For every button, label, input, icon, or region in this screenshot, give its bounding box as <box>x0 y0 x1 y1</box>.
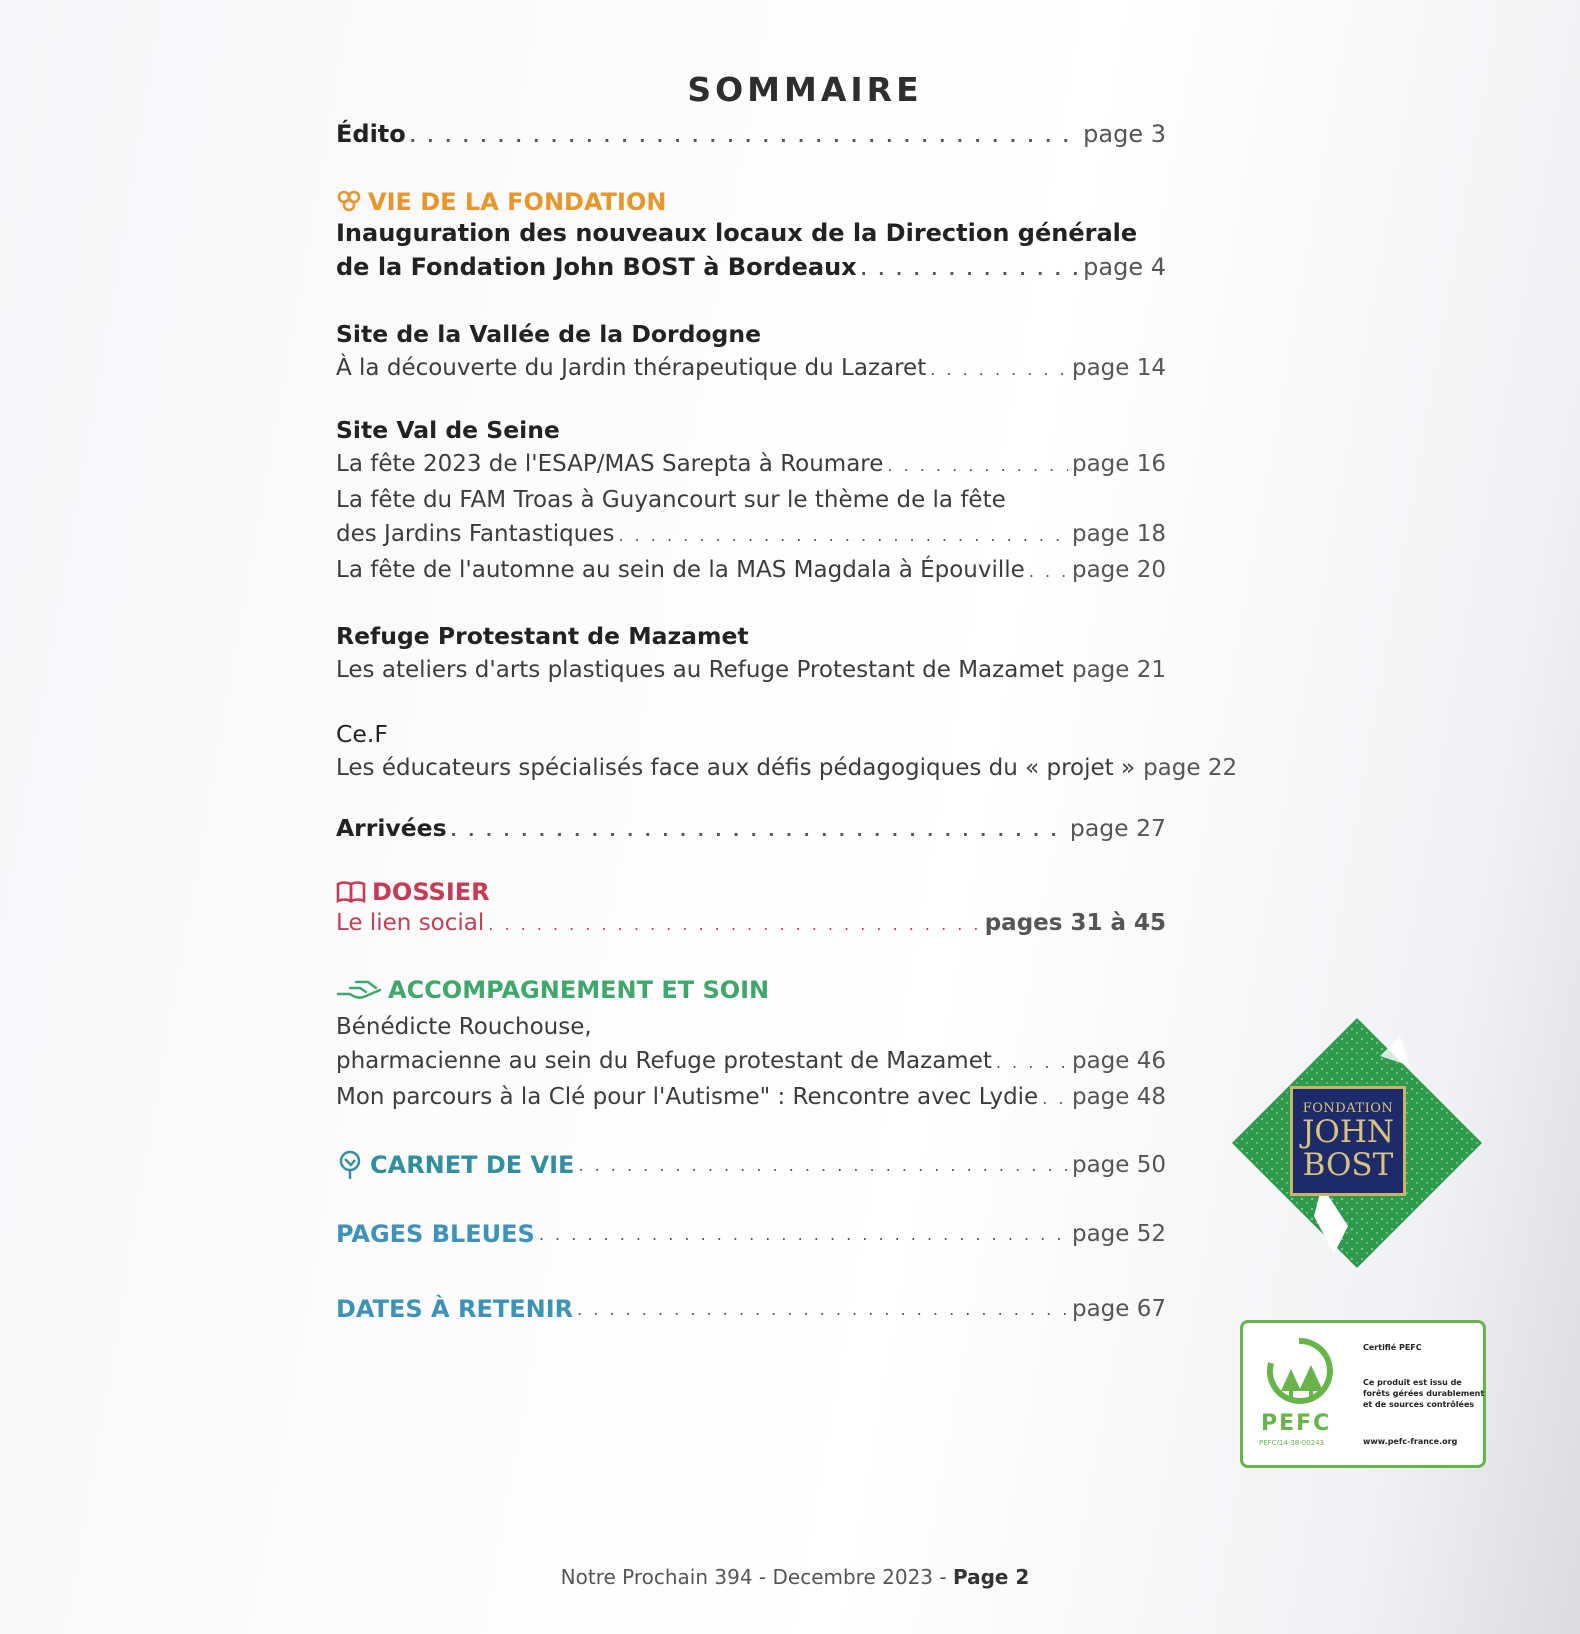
toc-entry-arrivees[interactable] <box>336 811 1166 848</box>
pefc-url: www.pefc-france.org <box>1363 1437 1458 1446</box>
section-subheading: Site Val de Seine <box>336 416 560 444</box>
entry-page: page 22 <box>1143 755 1238 781</box>
section-vie-fondation <box>336 188 1166 287</box>
logo-text-small: FONDATION <box>1302 1101 1394 1116</box>
dot-leader <box>861 250 1080 287</box>
entry-label: La fête de l'automne au sein de la MAS Magdala à Épouville <box>336 557 1025 583</box>
page-footer <box>0 1565 1580 1589</box>
section-mazamet <box>336 619 1166 689</box>
toc-entry-edito[interactable] <box>336 120 1166 148</box>
entry-label: DATES À RETENIR <box>336 1294 574 1323</box>
tree-icon <box>336 1150 364 1180</box>
entry-page: page 46 <box>1071 1048 1166 1074</box>
section-subheading: Ce.F <box>336 720 388 748</box>
logo-text-bost: BOST <box>1302 1147 1394 1183</box>
entry-label: des Jardins Fantastiques <box>336 521 615 547</box>
dot-leader <box>1029 553 1068 589</box>
dot-leader <box>577 1290 1068 1327</box>
footer-text: Notre Prochain 394 - Decembre 2023 - <box>560 1565 953 1589</box>
section-cef <box>336 717 1238 787</box>
toc-entry-pages-bleues[interactable] <box>336 1215 1166 1252</box>
john-bost-logo <box>1230 1016 1484 1270</box>
book-icon <box>336 880 366 904</box>
toc-entry-ateliers[interactable] <box>336 653 1166 689</box>
section-subheading: Refuge Protestant de Mazamet <box>336 622 749 650</box>
toc-entry-dates[interactable] <box>336 1290 1166 1327</box>
entry-page: page 48 <box>1071 1084 1166 1110</box>
entry-label: À la découverte du Jardin thérapeutique du Lazaret <box>336 355 927 381</box>
page-title: SOMMAIRE <box>687 70 923 109</box>
entry-line[interactable]: Bénédicte Rouchouse, <box>336 1014 592 1040</box>
pefc-tree-icon <box>1259 1333 1339 1413</box>
toc-entry-carnet[interactable] <box>336 1146 1166 1183</box>
dot-leader <box>488 906 980 942</box>
toc-entry-troas[interactable] <box>336 517 1166 553</box>
section-dates <box>336 1290 1166 1327</box>
toc-entry-magdala[interactable] <box>336 553 1166 589</box>
entry-label: CARNET DE VIE <box>370 1150 575 1179</box>
entry-line[interactable]: La fête du FAM Troas à Guyancourt sur le thème de la fête <box>336 487 1006 513</box>
pefc-certification-label <box>1240 1320 1486 1468</box>
entry-page: page 3 <box>1083 120 1166 148</box>
toc-entry-rouchouse[interactable] <box>336 1044 1166 1080</box>
entry-label: Les ateliers d'arts plastiques au Refuge Protestant de Mazamet <box>336 657 1064 683</box>
dot-leader <box>930 351 1068 387</box>
section-heading-label: ACCOMPAGNEMENT ET SOIN <box>388 976 770 1004</box>
pefc-certified: Certifié PEFC <box>1363 1343 1422 1352</box>
entry-page: page 18 <box>1071 521 1166 547</box>
entry-label: La fête 2023 de l'ESAP/MAS Sarepta à Roumare <box>336 451 884 477</box>
entry-page: page 52 <box>1071 1220 1166 1247</box>
section-pages-bleues <box>336 1215 1166 1252</box>
entry-page: page 16 <box>1071 451 1166 477</box>
toc-entry-educateurs[interactable] <box>336 751 1238 787</box>
entry-page: page 14 <box>1071 355 1166 381</box>
dot-leader <box>410 120 1079 148</box>
entry-label: Mon parcours à la Clé pour l'Autisme" : Rencontre avec Lydie <box>336 1084 1039 1110</box>
entry-page: page 4 <box>1083 253 1166 281</box>
entry-label: de la Fondation John BOST à Bordeaux <box>336 253 857 281</box>
entry-page: page 21 <box>1071 657 1166 683</box>
dot-leader <box>578 1146 1068 1183</box>
section-val-de-seine <box>336 413 1166 589</box>
entry-label: PAGES BLEUES <box>336 1219 535 1248</box>
section-heading-label: VIE DE LA FONDATION <box>368 188 667 216</box>
pefc-description: Ce produit est issu de forêts gérées durablement et de sources contrôlées <box>1363 1378 1485 1409</box>
dot-leader <box>1042 1080 1068 1116</box>
section-heading-label: DOSSIER <box>372 878 490 906</box>
pefc-code: PEFC/14-38-00243 <box>1259 1439 1325 1447</box>
flower-icon <box>336 189 362 215</box>
section-carnet <box>336 1146 1166 1183</box>
toc-entry-lien-social[interactable] <box>336 906 1166 942</box>
logo-text-john: JOHN <box>1301 1114 1394 1150</box>
entry-label: pharmacienne au sein du Refuge protestant de Mazamet <box>336 1048 992 1074</box>
entry-page: page 67 <box>1071 1295 1166 1322</box>
pefc-name: PEFC <box>1261 1411 1332 1436</box>
entry-page: page 20 <box>1071 557 1166 583</box>
dot-leader <box>887 447 1068 483</box>
entry-line[interactable]: Inauguration des nouveaux locaux de la Direction générale <box>336 219 1138 247</box>
entry-label: Le lien social <box>336 910 485 936</box>
dot-leader <box>996 1044 1068 1080</box>
section-heading <box>336 188 1166 216</box>
section-heading <box>336 976 1166 1004</box>
entry-page: pages 31 à 45 <box>984 910 1166 936</box>
section-accompagnement <box>336 976 1166 1116</box>
dot-leader <box>618 517 1068 553</box>
section-arrivees <box>336 811 1166 848</box>
section-subheading: Site de la Vallée de la Dordogne <box>336 320 762 348</box>
section-dossier <box>336 878 1166 942</box>
table-of-contents <box>336 120 1238 1327</box>
toc-entry-lydie[interactable] <box>336 1080 1166 1116</box>
entry-label: Arrivées <box>336 814 447 842</box>
entry-label: Édito <box>336 120 406 148</box>
toc-entry-inauguration[interactable] <box>336 250 1166 287</box>
toc-entry-lazaret[interactable] <box>336 351 1166 387</box>
dot-leader <box>539 1215 1068 1252</box>
entry-page: page 27 <box>1069 814 1166 842</box>
entry-label: Les éducateurs spécialisés face aux défis pédagogiques du « projet » <box>336 755 1136 781</box>
section-heading <box>336 878 1166 906</box>
john-bost-plate <box>1290 1086 1406 1196</box>
dot-leader <box>451 811 1066 848</box>
footer-page-number: Page 2 <box>952 1565 1030 1589</box>
section-dordogne <box>336 317 1166 387</box>
hand-icon <box>336 978 382 1002</box>
toc-entry-sarepta[interactable] <box>336 447 1166 483</box>
entry-page: page 50 <box>1071 1151 1166 1178</box>
